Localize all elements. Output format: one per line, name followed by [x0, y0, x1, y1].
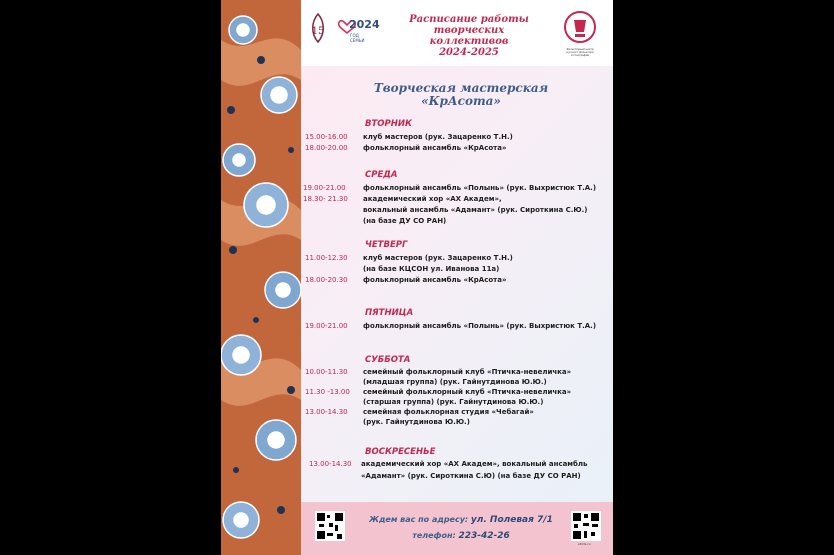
phone-line	[361, 528, 561, 544]
studio-title-line-1: Творческая мастерская	[373, 81, 549, 95]
phone-value: 223-42-26	[458, 531, 510, 541]
year-of-family-logo	[337, 16, 380, 43]
schedule-activity: клуб мастеров (рук. Зацаренко Т.Н.)	[363, 254, 513, 262]
schedule-activity: семейный фольклорный клуб «Птичка-невеличка»	[363, 368, 572, 376]
address-value: ул. Полевая 7/1	[470, 515, 553, 525]
emblem-icon	[560, 10, 600, 44]
schedule-time: 19.00-21.00	[303, 184, 346, 192]
schedule-content	[301, 66, 613, 502]
schedule-time: 13.00-14.30	[309, 460, 352, 468]
schedule-activity: фольклорный ансамбль «Полынь» (рук. Выхристюк Т.А.)	[363, 322, 597, 330]
svg-text:15: 15	[311, 26, 325, 37]
schedule-activity: клуб мастеров (рук. Зацаренко Т.Н.)	[363, 133, 513, 141]
year-logo-number: 2024	[349, 18, 380, 31]
title-line-1: Расписание работы	[409, 14, 529, 25]
schedule-activity: фольклорный ансамбль «КрАсота»	[363, 144, 507, 152]
emblem-caption-2: русского фольклора	[566, 51, 594, 54]
folk-ornament-border	[221, 0, 301, 555]
studio-title	[321, 82, 601, 108]
schedule-activity: вокальный ансамбль «Адамант» (рук. Сироткина С.Ю.)	[363, 206, 588, 214]
qr-code-right-icon[interactable]	[571, 511, 601, 541]
schedule-activity: (на базе КЦСОН ул. Иванова 11а)	[363, 265, 500, 273]
schedule-activity: фольклорный ансамбль «Полынь» (рук. Выхристюк Т.А.)	[363, 184, 597, 192]
day-heading: ПЯТНИЦА	[365, 308, 414, 318]
contact-info	[361, 512, 561, 544]
qr-code-left-icon[interactable]	[315, 511, 345, 541]
schedule-activity: фольклорный ансамбль «КрАсота»	[363, 276, 507, 284]
folk-center-logo-icon	[307, 12, 329, 48]
studio-title-line-2: «КрАсота»	[421, 94, 501, 108]
day-heading: ЧЕТВЕРГ	[365, 240, 408, 250]
schedule-activity: (старшая группа) (рук. Гайнутдинова Ю.Ю.)	[363, 398, 544, 406]
schedule-time: 11.00-12.30	[305, 254, 348, 262]
schedule-activity: семейный фольклорный клуб «Птичка-невеличка»	[363, 388, 572, 396]
poster-header	[301, 0, 613, 66]
schedule-activity: (рук. Гайнутдинова Ю.Ю.)	[363, 418, 470, 426]
day-heading: СУББОТА	[365, 355, 411, 365]
schedule-time: 11.30 -13.00	[305, 388, 350, 396]
phone-label: телефон:	[412, 531, 456, 540]
schedule-time: 10.00-11.30	[305, 368, 348, 376]
schedule-time: 18.00-20.30	[305, 276, 348, 284]
address-label: Ждем вас по адресу:	[369, 515, 469, 524]
schedule-activity: (младшая группа) (рук. Гайнутдинова Ю.Ю.)	[363, 378, 547, 386]
poster-title	[396, 14, 542, 58]
schedule-poster	[221, 0, 613, 555]
title-line-2: творческих коллективов	[429, 25, 509, 47]
schedule-time: 15.00-16.00	[305, 133, 348, 141]
schedule-activity: «Адамант» (рук. Сироткина С.Ю) (на базе ДУ СО РАН)	[361, 472, 581, 480]
folklore-center-emblem	[560, 10, 600, 56]
schedule-time: 13.00-14.30	[305, 408, 348, 416]
day-heading: СРЕДА	[365, 170, 398, 180]
day-heading: ВТОРНИК	[365, 119, 412, 129]
schedule-time: 19.00-21.00	[305, 322, 348, 330]
schedule-time: 18.30- 21.30	[303, 195, 348, 203]
schedule-activity: академический хор «АХ Академ»,	[363, 195, 502, 203]
year-logo-caption: ГОД СЕМЬИ	[350, 33, 365, 43]
emblem-caption-1: Фольклорный центр	[566, 48, 594, 51]
address-line	[361, 512, 561, 528]
schedule-activity: семейная фольклорная студия «Чебагай»	[363, 408, 534, 416]
poster-footer	[301, 502, 613, 555]
day-heading: ВОСКРЕСЕНЬЕ	[365, 447, 436, 457]
site-url[interactable]: sfcrfe.ru	[578, 542, 591, 546]
emblem-caption-3: и этнографии	[570, 54, 590, 57]
floral-ornament-icon	[221, 0, 301, 555]
title-line-3: 2024-2025	[439, 47, 499, 58]
schedule-activity: (на базе ДУ СО РАН)	[363, 217, 447, 225]
schedule-activity: академический хор «АХ Академ», вокальный ансамбль	[361, 460, 588, 468]
schedule-time: 18.00-20.00	[305, 144, 348, 152]
